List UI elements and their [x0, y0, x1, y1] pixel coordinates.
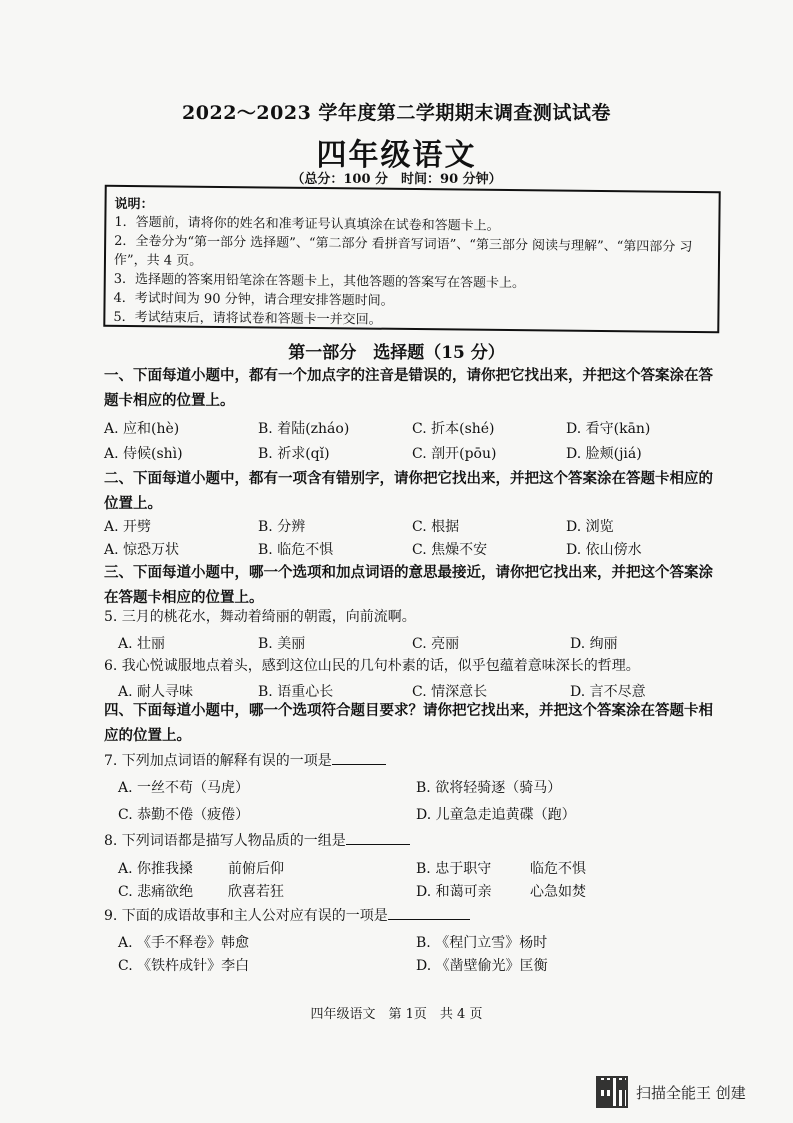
q8-stem: 8. 下列词语都是描写人物品质的一组是 — [104, 830, 410, 850]
q5-option-a: A. 壮丽 — [118, 636, 166, 652]
q7-option-d: D. 儿童急走追黄碟（跑） — [416, 807, 576, 823]
q8-option-c-1: C. 悲痛欲绝 — [118, 884, 194, 900]
qr-code-icon — [596, 1076, 628, 1108]
instruction-item: 3．选择题的答案用铅笔涂在答题卡上，其他答题的答案写在答题卡上。 — [113, 271, 526, 292]
q5-option-d: D. 绚丽 — [570, 636, 618, 652]
q1-option-a: A. 应和(hè) — [104, 421, 180, 437]
q9-stem: 9. 下面的成语故事和主人公对应有误的一项是 — [104, 905, 470, 925]
q3-option-b: B. 分辨 — [258, 519, 306, 535]
section-1-instruction: 一、下面每道小题中，都有一个加点字的注音是错误的，请你把它找出来，并把这个答案涂在答题卡相应的位置上。 — [104, 367, 713, 409]
q7-stem: 7. 下列加点词语的解释有误的一项是 — [104, 750, 386, 770]
exam-meta: （总分：100 分 时间：90 分钟） — [291, 172, 502, 187]
q5-stem: 5. 三月的桃花水，舞动着绮丽的朝霞，向前流啊。 — [104, 609, 416, 625]
instruction-item: 1．答题前，请将你的姓名和准考证号认真填涂在试卷和答题卡上。 — [114, 214, 500, 234]
q3-option-c: C. 根据 — [412, 519, 460, 535]
part-heading: 第一部分 选择题（15 分） — [288, 343, 505, 363]
exam-title: 2022～2023 学年度第二学期期末调查测试试卷 — [182, 102, 611, 124]
q2-option-b: B. 祈求(qǐ) — [258, 446, 330, 462]
q4-option-a: A. 惊恐万状 — [104, 542, 180, 558]
answer-blank — [346, 830, 410, 845]
page-footer: 四年级语文 第 1页 共 4 页 — [310, 1007, 483, 1022]
q1-option-b: B. 着陆(zháo) — [258, 421, 350, 437]
q2-option-c: C. 剖开(pōu) — [412, 446, 497, 462]
answer-blank — [388, 905, 470, 920]
q9-option-d: D. 《凿壁偷光》匡衡 — [416, 958, 548, 974]
q5-option-b: B. 美丽 — [258, 636, 306, 652]
q9-option-c: C. 《铁杵成针》李白 — [118, 958, 250, 974]
q8-option-a-2: 前俯后仰 — [228, 861, 284, 877]
section-2-instruction: 二、下面每道小题中，都有一项含有错别字，请你把它找出来，并把这个答案涂在答题卡相应的位置上。 — [104, 470, 713, 512]
q8-option-d-2: 心急如焚 — [530, 884, 586, 900]
instruction-item: 4．考试时间为 90 分钟，请合理安排答题时间。 — [113, 290, 394, 309]
q7-option-a: A. 一丝不苟（马虎） — [118, 780, 250, 796]
subject-title: 四年级语文 — [316, 138, 477, 173]
q6-stem: 6. 我心悦诚服地点着头，感到这位山民的几句朴素的话，似乎包蕴着意味深长的哲理。 — [104, 658, 640, 674]
q5-option-c: C. 亮丽 — [412, 636, 460, 652]
section-3-instruction: 三、下面每道小题中，哪一个选项和加点词语的意思最接近，请你把它找出来，并把这个答案涂在答题卡相应的位置上。 — [104, 564, 713, 606]
q8-option-a-1: A. 你推我搡 — [118, 861, 194, 877]
q3-option-a: A. 开劈 — [104, 519, 152, 535]
q4-option-d: D. 依山傍水 — [566, 542, 642, 558]
q8-option-d-1: D. 和蔼可亲 — [416, 884, 492, 900]
answer-blank — [332, 750, 386, 765]
q8-option-b-1: B. 忠于职守 — [416, 861, 492, 877]
q9-option-a: A. 《手不释卷》韩愈 — [118, 935, 250, 951]
q1-option-c: C. 折本(shé) — [412, 421, 495, 437]
q1-option-d: D. 看守(kān) — [566, 421, 651, 437]
q8-option-b-2: 临危不惧 — [530, 861, 586, 877]
q9-option-b: B. 《程门立雪》杨时 — [416, 935, 548, 951]
q3-option-d: D. 浏览 — [566, 519, 614, 535]
instructions-list — [113, 213, 712, 333]
instruction-item: 2．全卷分为“第一部分 选择题”、“第二部分 看拼音写词语”、“第三部分 阅读与理解”、“第四部分 习作”，共 4 页。 — [113, 233, 693, 269]
q8-option-c-2: 欣喜若狂 — [228, 884, 284, 900]
q7-option-c: C. 恭勤不倦（疲倦） — [118, 807, 250, 823]
section-4-instruction: 四、下面每道小题中，哪一个选项符合题目要求？请你把它找出来，并把这个答案涂在答题卡相应的位置上。 — [104, 702, 713, 744]
instructions-label: 说明： — [114, 196, 154, 213]
q6-option-c: C. 情深意长 — [412, 684, 488, 700]
instructions-box — [103, 185, 720, 333]
q6-option-d: D. 言不尽意 — [570, 684, 646, 700]
instruction-item: 5．考试结束后，请将试卷和答题卡一并交回。 — [113, 309, 382, 328]
q4-option-c: C. 焦燥不安 — [412, 542, 488, 558]
q6-option-a: A. 耐人寻味 — [118, 684, 194, 700]
scanner-watermark: 扫描全能王 创建 — [636, 1084, 746, 1102]
q2-option-d: D. 脸颊(jiá) — [566, 446, 642, 462]
q4-option-b: B. 临危不惧 — [258, 542, 334, 558]
q2-option-a: A. 侍候(shì) — [104, 446, 183, 462]
q6-option-b: B. 语重心长 — [258, 684, 334, 700]
q7-option-b: B. 欲将轻骑逐（骑马） — [416, 780, 562, 796]
